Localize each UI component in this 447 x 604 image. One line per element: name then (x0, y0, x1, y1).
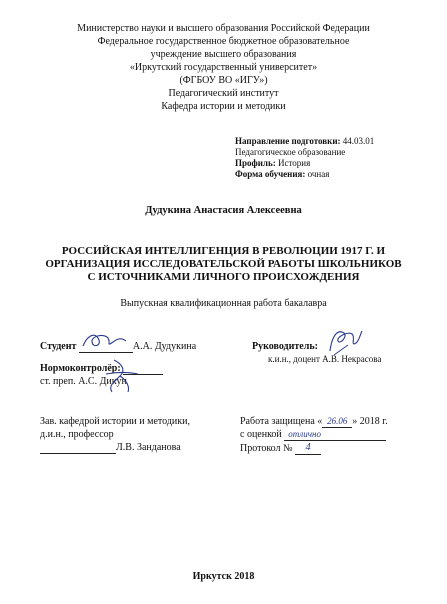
institution-type-line-2: учреждение высшего образования (150, 49, 297, 60)
head-name-line (40, 442, 181, 454)
profile-value: История (277, 158, 311, 168)
protocol-line (240, 442, 321, 455)
grade-label: с оценкой (240, 429, 282, 440)
head-title-line-2: д.и.н., профессор (40, 429, 114, 440)
footer-city-year: Иркутск 2018 (192, 571, 255, 582)
defense-date-suffix: » 2018 г. (352, 416, 388, 427)
defense-date-line (240, 416, 388, 428)
supervisor-name: к.и.н., доцент А.В. Некрасова (268, 354, 382, 364)
normcontroller-name: ст. преп. А.С. Дикун (40, 376, 127, 387)
institution-type-line-1: Федеральное государственное бюджетное образовательное (97, 36, 350, 47)
normcontroller-label: Нормоконтролёр: (40, 363, 121, 374)
profile-label: Профиль: (235, 158, 276, 168)
direction-line (235, 136, 374, 147)
direction-code: 44.03.01 (342, 136, 375, 146)
thesis-title-line-3: С ИСТОЧНИКАМИ ЛИЧНОГО ПРОИСХОЖДЕНИЯ (87, 271, 360, 283)
head-title-line-1: Зав. кафедрой истории и методики, (40, 416, 190, 427)
student-name: А.А. Дудукина (132, 341, 197, 352)
defense-grade-line (240, 429, 386, 441)
head-name: Л.В. Занданова (116, 442, 181, 453)
author-name: Дудукина Анастасия Алексеевна (145, 205, 302, 216)
normcontroller-signature (100, 356, 144, 396)
thesis-title-line-2: ОРГАНИЗАЦИЯ ИССЛЕДОВАТЕЛЬСКОЙ РАБОТЫ ШКОЛЬНИКОВ (45, 258, 402, 270)
defense-date-prefix: Работа защищена « (240, 416, 323, 427)
study-form-value: очная (307, 169, 330, 179)
student-label: Студент (40, 341, 77, 352)
direction-label: Направление подготовки: (235, 136, 341, 146)
thesis-title-line-1: РОССИЙСКАЯ ИНТЕЛЛИГЕНЦИЯ В РЕВОЛЮЦИИ 1917 Г. И (61, 245, 386, 257)
protocol-label: Протокол № (240, 443, 293, 454)
protocol-value: 4 (295, 442, 321, 455)
supervisor-signature (326, 325, 366, 357)
institute-name: Педагогический институт (168, 88, 279, 99)
university-name: «Иркутский государственный университет» (129, 62, 318, 73)
defense-date-value: 26.06 (322, 416, 352, 428)
work-type: Выпускная квалификационная работа бакалавра (120, 298, 327, 309)
grade-value: отлично (284, 429, 386, 441)
direction-value: Педагогическое образование (235, 147, 346, 157)
student-signature (80, 330, 130, 352)
profile-line (235, 158, 310, 169)
study-form-line (235, 169, 329, 180)
supervisor-label: Руководитель: (252, 341, 318, 352)
study-form-label: Форма обучения: (235, 169, 306, 179)
head-signature-line (40, 443, 116, 454)
university-abbreviation: (ФГБОУ ВО «ИГУ») (179, 75, 268, 86)
ministry-line: Министерство науки и высшего образования Российской Федерации (77, 23, 370, 34)
department-name: Кафедра истории и методики (161, 101, 286, 112)
